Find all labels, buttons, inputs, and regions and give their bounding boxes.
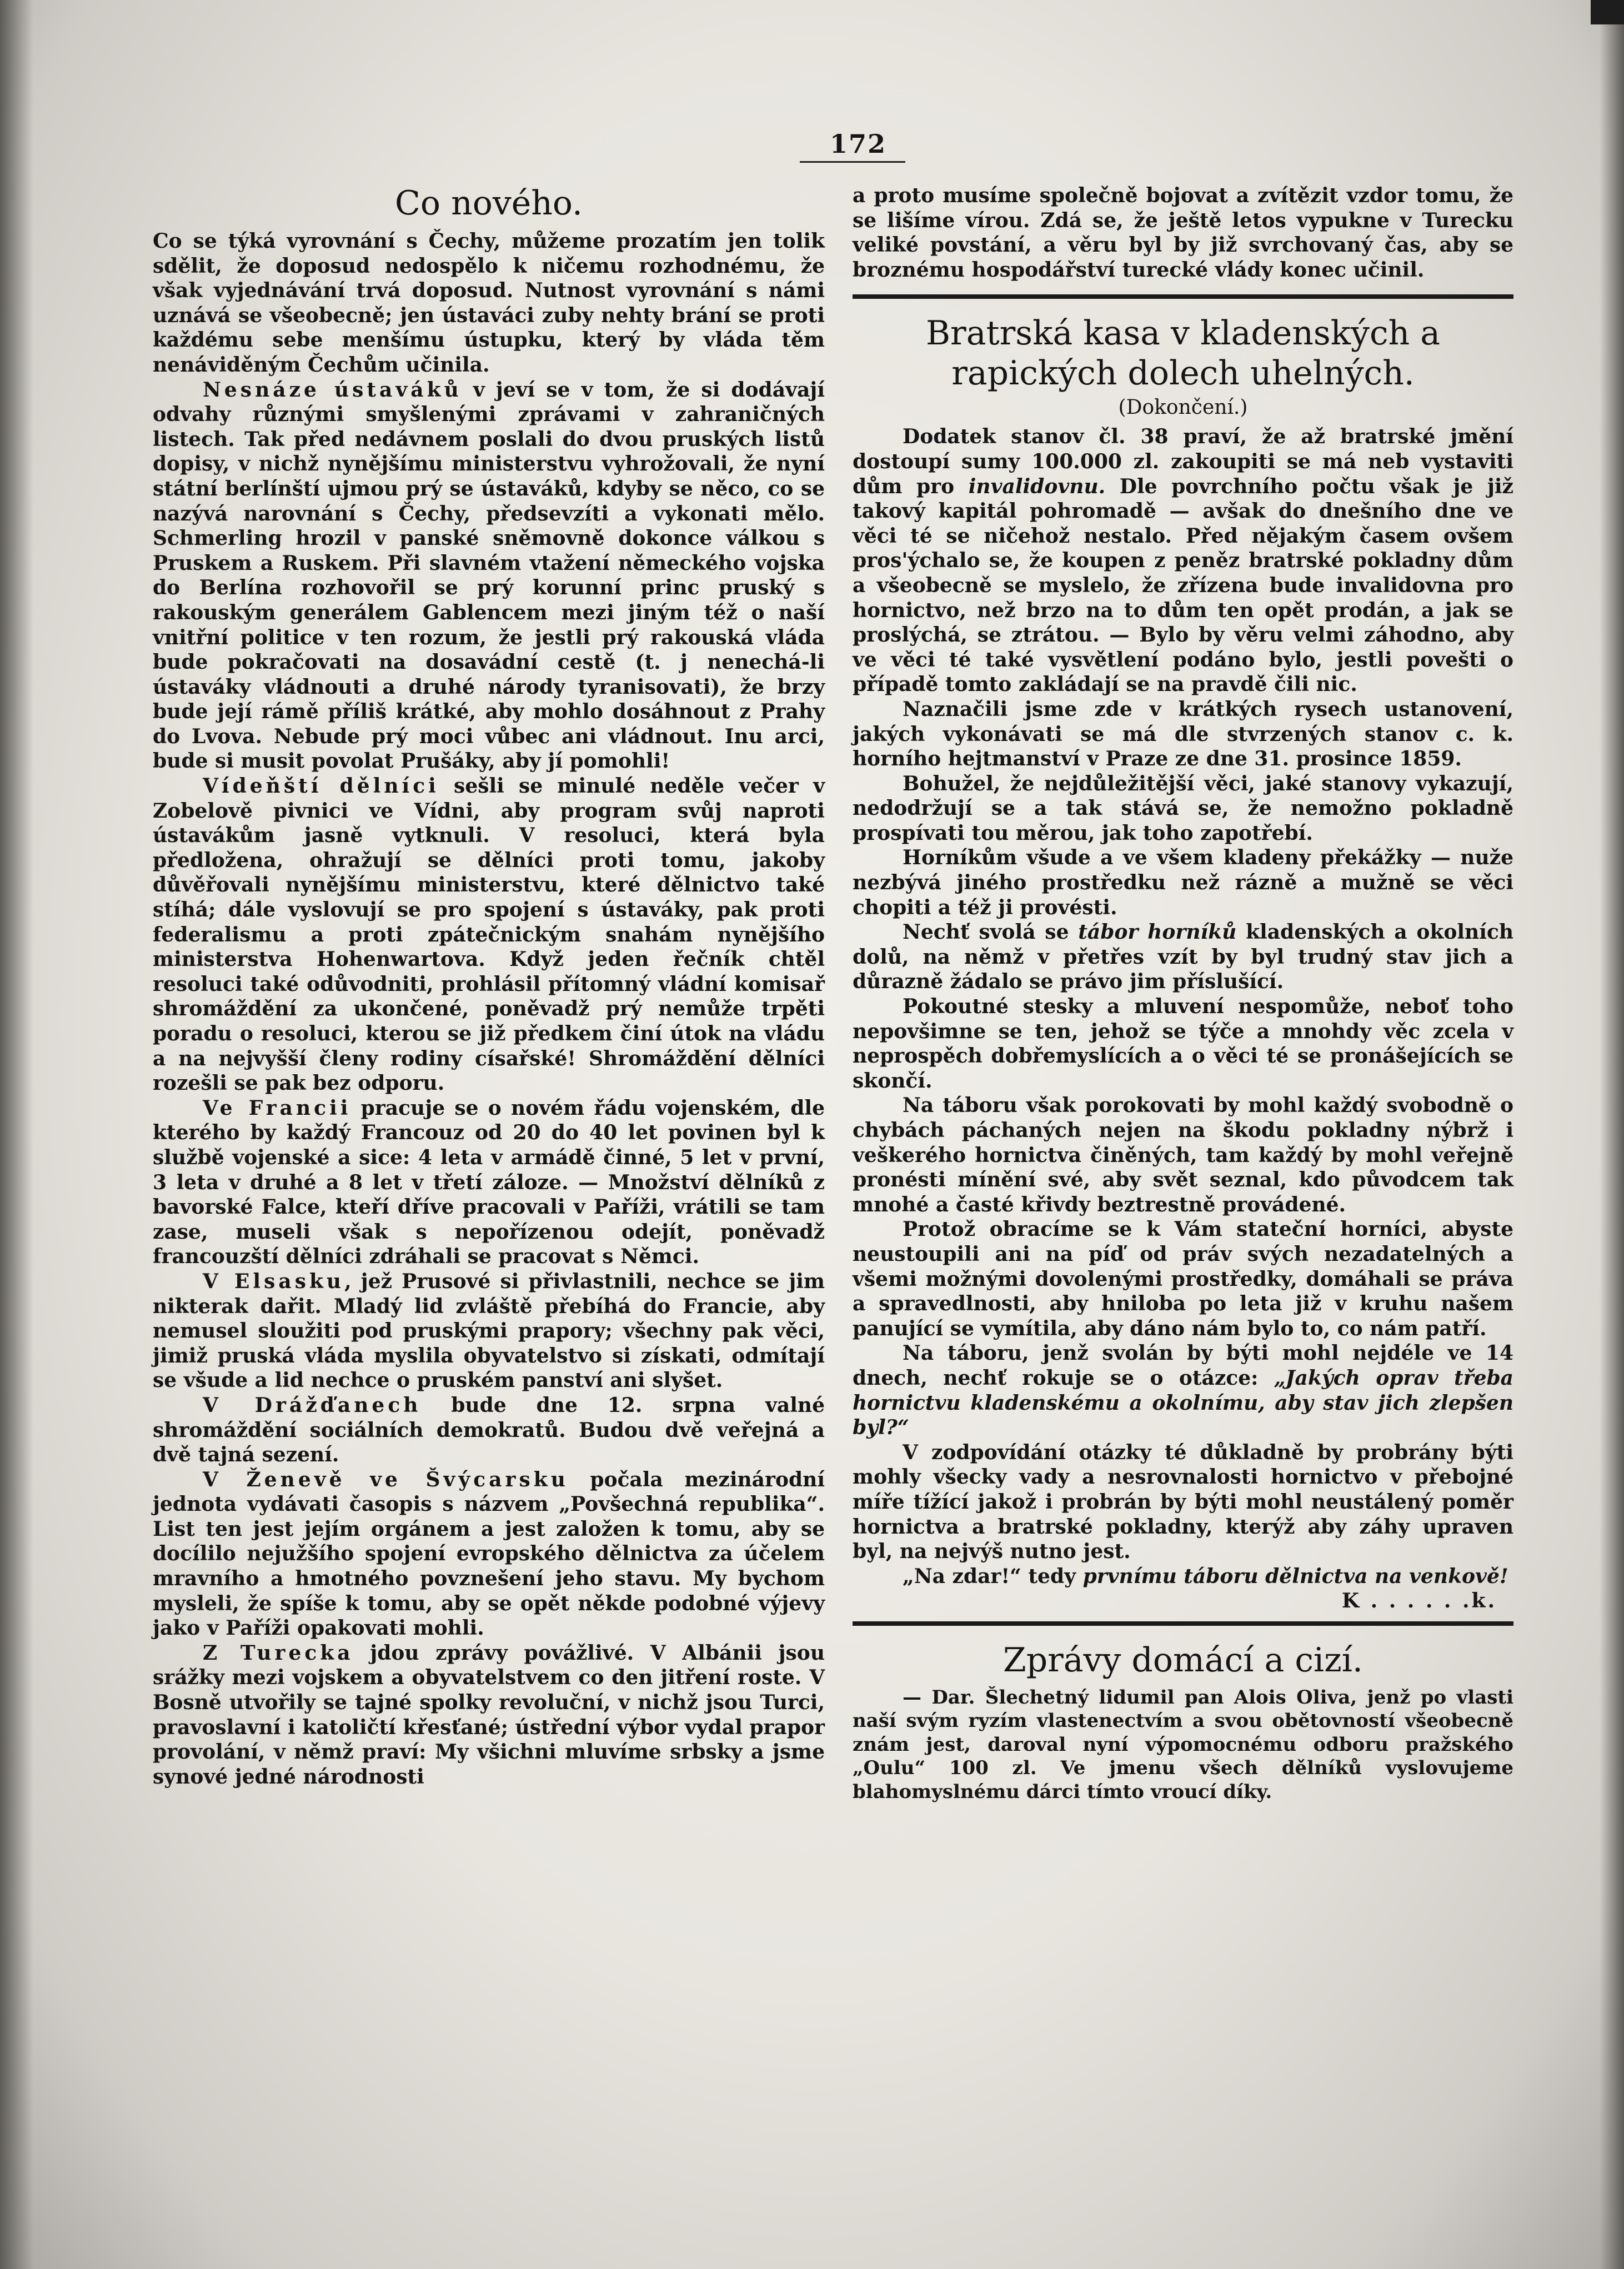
paragraph-text: V zodpovídání otázky té důkladně by probrány býti mohly všecky vady a nesrovnalosti hornictvo v přebojné míře tížící jakož i probrán by býti mohl neustálený poměr hornictva a bratrské pokladny, kterýž aby záhy upraven byl, na nejvýš nutno jest. bbox=[853, 1440, 1513, 1564]
article-signature: K . . . . . .k. bbox=[1341, 1589, 1497, 1613]
paragraph-naznacili bbox=[853, 697, 1513, 772]
left-column bbox=[153, 183, 825, 1789]
paragraph-text: Bohužel, že nejdůležitější věci, jaké stanovy vykazují, nedodržují se a tak stává se, že nemožno pokladně prospívati tou měrou, jak toho zapotřebí. bbox=[853, 772, 1513, 845]
paragraph-hornikum bbox=[853, 845, 1513, 920]
turecko-continuation bbox=[853, 183, 1513, 282]
section-divider bbox=[853, 1621, 1513, 1626]
paragraph-text: bude dne 12. srpna valné shromáždění sociálních demokratů. Budou dvě veřejná a dvě tajná sezení. bbox=[153, 1393, 825, 1467]
paragraph-text: kladenských a okolních dolů, na němž v přetřes vzít by byl trudný stav jich a důrazně žádalo se právo jim příslušící. bbox=[853, 920, 1513, 994]
article-title-bratrska-kasa: Bratrská kasa v kladenských a rapických dolech uhelných. bbox=[925, 314, 1441, 393]
section-title-zpravy: Zprávy domácí a cizí. bbox=[1003, 1640, 1363, 1680]
scan-shadow-left bbox=[0, 0, 33, 2269]
paragraph-emphasis: prvnímu táboru dělnictva na venkově! bbox=[1082, 1564, 1508, 1588]
right-column bbox=[853, 183, 1513, 1804]
scan-corner-mark bbox=[1591, 0, 1624, 24]
paragraph-videnski-delnici bbox=[153, 774, 825, 1096]
continuation-paragraph: a proto musíme společně bojovat a zvítězit vzdor tomu, že se lišíme vírou. Zdá se, že ještě letos vypukne v Turecku veliké povstání, a věru byl by již svrchovaný čas, aby se broznému hospodářství turecké vlády konec učinil. bbox=[853, 184, 1513, 282]
paragraph-na-taboru-porokovati bbox=[853, 1093, 1513, 1217]
paragraph-lead: V Drážďanech bbox=[203, 1393, 422, 1417]
scan-shadow-right bbox=[1600, 0, 1624, 2269]
paragraph-text: Nechť svolá se bbox=[903, 920, 1079, 944]
paragraph-lead: V Elsasku bbox=[203, 1269, 345, 1293]
paragraph-text: Dle povrchního počtu však je již takový kapitál pohromadě — avšak do dnešního dne ve věci té se ničehož nestalo. Před nějakým časem ovšem pros'ýchalo se, že koupen z peněz bratrské pokladny dům a všeobecně se myslelo, že zřízena bude invalidovna pro hornictvo, než brzo na to dům ten opět prodán, a jak se proslýchá, se ztrátou. — Bylo by věru velmi záhodno, aby ve věci té také vysvětlení podáno bylo, jestli povešti o případě tomto zakládají se na pravdě čili nic. bbox=[853, 474, 1514, 697]
paragraph-turecko bbox=[153, 1641, 825, 1790]
paragraph-text: Dodatek stanov čl. 38 praví, že až bratrské jmění dostoupí sumy 100.000 zl. zakoupiti se má neb vystaviti dům pro bbox=[853, 425, 1513, 498]
paragraph-elsasko bbox=[153, 1269, 825, 1393]
paragraph-lead: V Ženevě ve Švýcarsku bbox=[203, 1467, 569, 1491]
page-number-rule bbox=[800, 161, 905, 163]
paragraph-pokoutne bbox=[853, 994, 1513, 1093]
paragraph-lead: — Dar. bbox=[903, 1686, 975, 1709]
page-number: 172 bbox=[829, 129, 887, 159]
paragraph-emphasis: „Jakých oprav třeba hornictvu kladenskému a okolnímu, aby stav jich zlepšen byl?“ bbox=[853, 1366, 1514, 1440]
paragraph-text: jdou zprávy povážlivé. V Albánii jsou srážky mezi vojskem a obyvatelstvem co den jitření roste. V Bosně utvořily se tajné spolky revoluční, v nichž jsou Turci, pravoslavní i katoličtí křesťané; ústřední výbor vydal prapor provolání, v němž praví: My všichni mluvíme srbsky a jsme synové jedné národnosti bbox=[153, 1641, 825, 1789]
paragraph-dar bbox=[853, 1686, 1513, 1804]
paragraph-zodpovidani bbox=[853, 1440, 1513, 1564]
section-divider bbox=[853, 294, 1513, 299]
paragraph-lead: Ve Francii bbox=[203, 1096, 352, 1120]
paragraph-text: Na táboru, jenž svolán by býti mohl nejdéle ve 14 dnech, nechť rokuje se o otázce: bbox=[853, 1341, 1513, 1390]
article-title-co-noveho: Co nového. bbox=[394, 184, 583, 223]
paragraph-text: Horníkům všude a ve všem kladeny překážky — nuže nezbývá jiného prostředku než rázně a mužně se věci chopiti a též ji provésti. bbox=[853, 846, 1513, 919]
paragraph-text: v jeví se v tom, že si dodávají odvahy různými smyšlenými zprávami v zahraničných listech. Tak před nedávnem poslali do dvou pruských listů dopisy, v nichž nynějšímu ministerstvu vyhrožovali, že nyní státní berlínští ujmou prý se ústaváků, kdyby se něco, co se nazývá narovnání s Čechy, předsevzíti a vykonati mělo. Schmerling hrozil v panské sněmovně dokonce válkou s Pruskem a Ruskem. Při slavném vtažení německého vojska do Berlína rozhovořil se prý korunní princ pruský s rakouským generálem Gablencem mezi jiným též o naší vnitřní politice v ten rozum, že jestli prý rakouská vláda bude pokračovati na dosavádní cestě (t. j nenechá-li ústaváky vládnouti a druhé národy tyranisovati), že brzy bude její rámě příliš krátké, aby mohlo dosáhnout z Prahy do Lvova. Nebude prý moci vůbec ani vládnout. Inu arci, bude si musit povolat Prušáky, aby jí pomohli! bbox=[153, 378, 825, 773]
paragraph-francie bbox=[153, 1096, 825, 1269]
paragraph-vyrovnani bbox=[153, 229, 825, 378]
paragraph-na-taboru-svolan bbox=[853, 1341, 1513, 1440]
paragraph-text: pracuje se o novém řádu vojenském, dle kterého by každý Francouz od 20 do 40 let povinen byl k službě vojenské a sice: 4 leta v armádě činné, 5 let v první, 3 leta v druhé a 8 let v třetí záloze. — Množství dělníků z bavorské Falce, kteří dříve pracovali v Paříži, vrátili se tam zase, museli však s nepořízenou odejít, poněvadž francouzští dělníci zdráhali se pracovat s Němci. bbox=[153, 1096, 825, 1269]
paragraph-text: Protož obracíme se k Vám stateční horníci, abyste neustoupili ani na píď od práv svých nezadatelných a všemi možnými dovolenými prostředky, domáhali se práva a spravedlnosti, aby hniloba po leta již v kruhu našem panující se vymítila, aby dáno nám bylo to, co nám patří. bbox=[853, 1218, 1513, 1340]
paragraph-dodatek bbox=[853, 424, 1513, 697]
paragraph-bohuzel bbox=[853, 772, 1513, 846]
paragraph-text: Pokoutné stesky a mluvení nespomůže, neboť toho nepovšimne se ten, jehož se týče a mnohdy věc zcela v neprospěch dobřemyslících a o věci té se pronášejících se skončí. bbox=[853, 995, 1513, 1093]
paragraph-drazdany bbox=[153, 1393, 825, 1467]
paragraph-protoz bbox=[853, 1217, 1513, 1341]
paragraph-emphasis: tábor horníků bbox=[1078, 920, 1237, 944]
paragraph-lead: Nesnáze ústaváků bbox=[203, 378, 462, 402]
article-subtitle: (Dokončení.) bbox=[1118, 396, 1248, 419]
donation-notice bbox=[853, 1686, 1513, 1804]
paragraph-text: počala mezinárodní jednota vydávati časopis s názvem „Povšechná republika“. List ten jest jejím orgánem a jest založen k tomu, aby se docílilo nejužšího spojení evropského dělnictva za účelem mravního a hmotného povznešení jeho stavu. My bychom mysleli, že spíše k tomu, aby se opět někde podobné výjevy jako v Paříži opakovati mohli. bbox=[153, 1467, 825, 1640]
paragraph-text: Naznačili jsme zde v krátkých rysech ustanovení, jakých vykonávati se má dle stvrzených stanov c. k. horního hejtmanství v Praze ze dne 31. prosince 1859. bbox=[853, 697, 1513, 771]
paragraph-na-zdar bbox=[853, 1564, 1513, 1589]
paragraph-text: , jež Prusové si přivlastnili, nechce se jim nikterak dařit. Mladý lid zvláště přebíhá do Francie, aby nemusel sloužiti pod pruskými prapory; všechny pak věci, jimiž pruská vláda myslila obyvatelstvo si získati, odmítají se všude a lid nechce o pruském panství ani slyšet. bbox=[153, 1269, 825, 1393]
paragraph-text: Co se týká vyrovnání s Čechy, můžeme prozatím jen tolik sdělit, že doposud nedospělo k ničemu rozhodnému, že však vyjednávání trvá doposud. Nutnost vyrovnání s námi uznává se všeobecně; jen ústaváci zuby nehty brání se proti každému sebe menšímu ústupku, který by vláda těm nenáviděným Čechům učinila. bbox=[153, 229, 825, 377]
paragraph-nesnaze bbox=[153, 378, 825, 774]
paragraph-lead: Z Turecka bbox=[203, 1641, 354, 1665]
paragraph-lead: Vídeňští dělníci bbox=[203, 774, 439, 798]
paragraph-text: Šlechetný lidumil pan Alois Oliva, jenž po vlasti naší svým ryzím vlastenectvím a svou obětovností všeobecně znám jest, daroval nyní výpomocnému odboru pražského „Oulu“ 100 zl. Ve jmenu všech dělníků vyslovujeme blahomyslnému dárci tímto vroucí díky. bbox=[853, 1686, 1513, 1803]
paragraph-zeneva bbox=[153, 1467, 825, 1641]
paragraph-text: Na táboru však porokovati by mohl každý svobodně o chybách páchaných nejen na škodu pokladny nýbrž i veškerého hornictva činěných, tam každý by mohl veřejně pronésti mínění své, aby svět seznal, kdo původcem tak mnohé a časté křivdy beztrestně provádené. bbox=[853, 1094, 1513, 1216]
paragraph-nechts-svola bbox=[853, 920, 1513, 994]
paragraph-emphasis: invalidovnu. bbox=[968, 474, 1106, 498]
article-signature-row bbox=[853, 1589, 1513, 1614]
paragraph-text: sešli se minulé neděle večer v Zobelově pivnici ve Vídni, aby program svůj naproti ústavákům jasně vytknuli. V resoluci, která byla předložena, ohražují se dělníci proti tomu, jakoby důvěřovali nynějšímu ministerstvu, které dělnictvo také stíhá; dále vyslovují se pro spojení s ústaváky, pak proti federalismu a proti zpátečnickým snahám nynějšího ministerstva Hohenwartova. Když jeden řečník chtěl resoluci také odůvodniti, prohlásil přítomný vládní komisař shromáždění za ukončené, poněvadž prý nemůže trpěti poradu o resoluci, kterou se již předkem činí útok na vládu a na nejvyšší členy rodiny císařské! Shromáždění dělníci rozešli se pak bez odporu. bbox=[153, 774, 825, 1095]
paragraph-text: „Na zdar!“ tedy bbox=[903, 1564, 1083, 1588]
